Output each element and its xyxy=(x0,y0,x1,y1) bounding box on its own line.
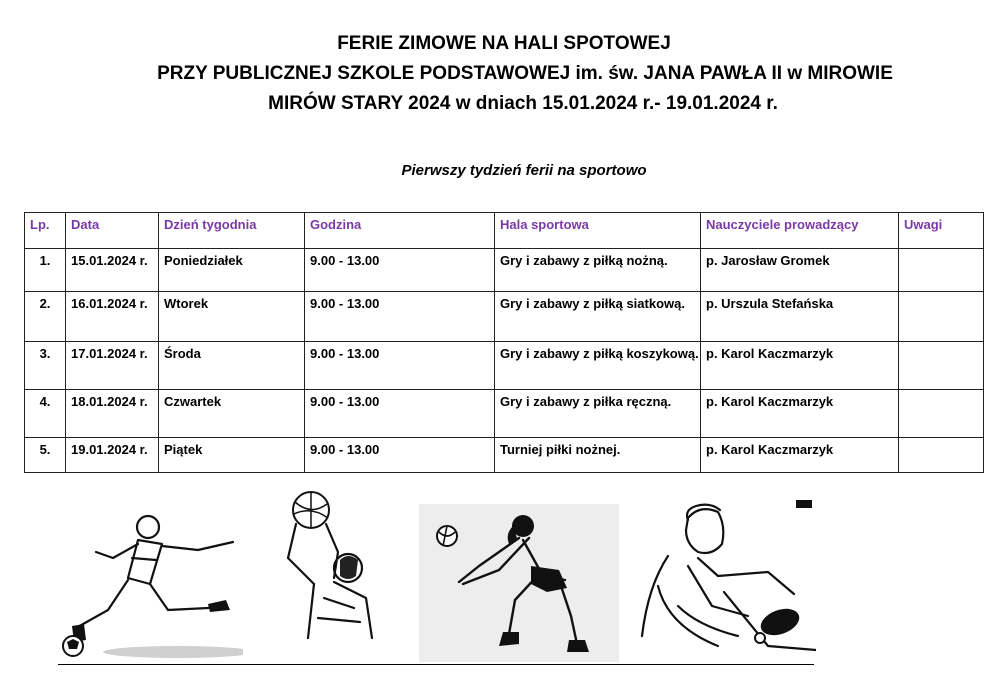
title-line-2: PRZY PUBLICZNEJ SZKOLE PODSTAWOWEJ im. św. JANA PAWŁA II w MIROWIE xyxy=(157,63,893,84)
cell-teacher: p. Jarosław Gromek xyxy=(701,249,899,292)
cell-date: 15.01.2024 r. xyxy=(66,249,159,292)
table-row xyxy=(25,390,984,438)
cell-hall: Gry i zabawy z piłką siatkową. xyxy=(495,292,701,342)
cell-lp: 3. xyxy=(25,342,66,390)
title-line-3: MIRÓW STARY 2024 w dniach 15.01.2024 r.- 19.01.2024 r. xyxy=(268,93,778,114)
bottom-divider xyxy=(58,664,814,665)
cell-day: Środa xyxy=(159,342,305,390)
column-header-hall: Hala sportowa xyxy=(495,213,701,249)
column-header-data: Data xyxy=(66,213,159,249)
cell-notes xyxy=(899,390,984,438)
table-row xyxy=(25,249,984,292)
table-row xyxy=(25,438,984,473)
volleyball-player-icon xyxy=(419,504,619,662)
soccer-player-icon xyxy=(58,500,243,662)
cell-hall: Turniej piłki nożnej. xyxy=(495,438,701,473)
column-header-teachers: Nauczyciele prowadzący xyxy=(701,213,899,249)
title-line-1: FERIE ZIMOWE NA HALI SPOTOWEJ xyxy=(337,33,671,54)
table-header-row xyxy=(25,213,984,249)
document-title xyxy=(0,29,1008,119)
cell-date: 18.01.2024 r. xyxy=(66,390,159,438)
cell-notes xyxy=(899,342,984,390)
cell-teacher: p. Karol Kaczmarzyk xyxy=(701,342,899,390)
cell-lp: 2. xyxy=(25,292,66,342)
cell-time: 9.00 - 13.00 xyxy=(305,342,495,390)
cell-lp: 5. xyxy=(25,438,66,473)
column-header-time: Godzina xyxy=(305,213,495,249)
cell-day: Poniedziałek xyxy=(159,249,305,292)
cell-day: Wtorek xyxy=(159,292,305,342)
column-header-notes: Uwagi xyxy=(899,213,984,249)
cell-teacher: p. Karol Kaczmarzyk xyxy=(701,438,899,473)
cell-notes xyxy=(899,249,984,292)
cell-hall: Gry i zabawy z piłką koszykową. xyxy=(495,342,701,390)
cell-time: 9.00 - 13.00 xyxy=(305,249,495,292)
schedule-table xyxy=(24,212,984,473)
cell-hall: Gry i zabawy z piłka ręczną. xyxy=(495,390,701,438)
cell-time: 9.00 - 13.00 xyxy=(305,390,495,438)
basketball-player-icon xyxy=(268,488,388,648)
cell-hall: Gry i zabawy z piłką nożną. xyxy=(495,249,701,292)
table-tennis-player-icon xyxy=(628,496,816,662)
cell-day: Piątek xyxy=(159,438,305,473)
subtitle: Pierwszy tydzień ferii na sportowo xyxy=(401,162,647,179)
cell-lp: 4. xyxy=(25,390,66,438)
cell-notes xyxy=(899,438,984,473)
column-header-lp: Lp. xyxy=(25,213,66,249)
column-header-day: Dzień tygodnia xyxy=(159,213,305,249)
cell-lp: 1. xyxy=(25,249,66,292)
cell-time: 9.00 - 13.00 xyxy=(305,438,495,473)
table-row xyxy=(25,342,984,390)
cell-teacher: p. Urszula Stefańska xyxy=(701,292,899,342)
cell-time: 9.00 - 13.00 xyxy=(305,292,495,342)
cell-date: 19.01.2024 r. xyxy=(66,438,159,473)
cell-date: 16.01.2024 r. xyxy=(66,292,159,342)
table-row xyxy=(25,292,984,342)
cell-day: Czwartek xyxy=(159,390,305,438)
cell-teacher: p. Karol Kaczmarzyk xyxy=(701,390,899,438)
cell-date: 17.01.2024 r. xyxy=(66,342,159,390)
cell-notes xyxy=(899,292,984,342)
